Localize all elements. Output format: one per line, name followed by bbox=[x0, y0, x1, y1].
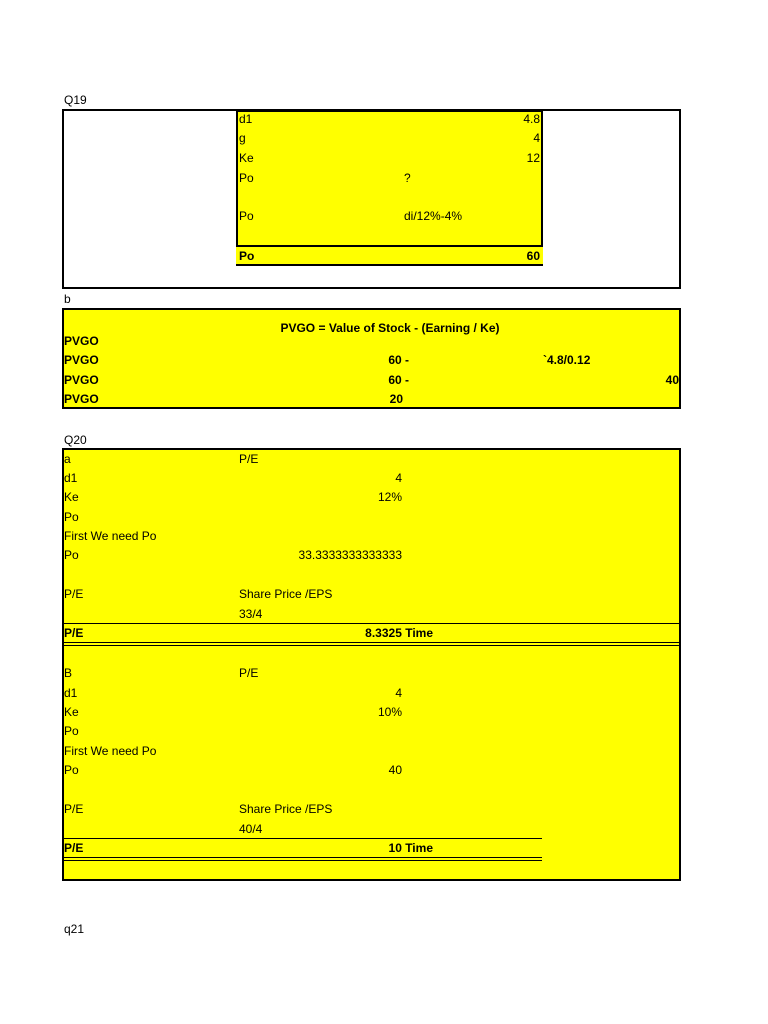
pvgo-row1-label: PVGO bbox=[64, 334, 99, 348]
q20a-ke-label: Ke bbox=[64, 490, 79, 504]
q20b-title: P/E bbox=[239, 666, 259, 680]
pvgo-row3-value: 60 - bbox=[388, 373, 409, 387]
q20a-result-double-border bbox=[63, 642, 680, 646]
q20a-need-label: First We need Po bbox=[64, 529, 157, 543]
pvgo-formula: PVGO = Value of Stock - (Earning / Ke) bbox=[280, 321, 500, 335]
q20b-po-label: Po bbox=[64, 724, 79, 738]
q19-result-value: 60 bbox=[526, 249, 540, 263]
q20b-pe-label: P/E bbox=[64, 802, 84, 816]
q20a-result-label: P/E bbox=[64, 626, 84, 640]
q20a-po2-label: Po bbox=[64, 548, 79, 562]
q20b-need-label: First We need Po bbox=[64, 744, 157, 758]
q20b-result-value: 10 Time bbox=[388, 841, 433, 855]
q20a-pe-formula: Share Price /EPS bbox=[239, 587, 333, 601]
pvgo-row3-label: PVGO bbox=[64, 373, 99, 387]
q19-ke-value: 12 bbox=[526, 151, 540, 165]
q20a-result-top-border bbox=[63, 623, 680, 624]
q20a-pe-label: P/E bbox=[64, 587, 84, 601]
q20a-po2-value: 33.3333333333333 bbox=[298, 548, 402, 562]
q19-g-value: 4 bbox=[533, 131, 540, 145]
q20b-po2-label: Po bbox=[64, 763, 79, 777]
q20a-calc: 33/4 bbox=[239, 607, 263, 621]
q19-d1-label: d1 bbox=[239, 112, 253, 126]
q19-g-label: g bbox=[239, 131, 246, 145]
q20b-result-label: P/E bbox=[64, 841, 84, 855]
q19-result-row bbox=[236, 247, 543, 266]
q19-result-label: Po bbox=[239, 249, 255, 263]
q19-d1-value: 4.8 bbox=[523, 112, 540, 126]
q20b-po2-value: 40 bbox=[388, 763, 402, 777]
q20a-po-label: Po bbox=[64, 510, 79, 524]
q20a-label: a bbox=[64, 452, 71, 466]
q20b-label: B bbox=[64, 666, 73, 680]
q20b-d1-label: d1 bbox=[64, 686, 78, 700]
q20b-ke-value: 10% bbox=[377, 705, 402, 719]
q19-heading: Q19 bbox=[64, 93, 87, 107]
q20a-d1-value: 4 bbox=[395, 471, 402, 485]
q19-ke-label: Ke bbox=[239, 151, 254, 165]
q20b-result-top-border bbox=[63, 838, 542, 839]
q20b-ke-label: Ke bbox=[64, 705, 79, 719]
q19-po-label: Po bbox=[239, 171, 254, 185]
pvgo-row4-label: PVGO bbox=[64, 392, 99, 406]
q20-heading: Q20 bbox=[64, 433, 87, 447]
q20a-result-value: 8.3325 Time bbox=[365, 626, 433, 640]
q20a-title: P/E bbox=[239, 452, 259, 466]
q20b-calc: 40/4 bbox=[239, 822, 263, 836]
q21-heading: q21 bbox=[64, 922, 85, 936]
q20a-d1-label: d1 bbox=[64, 471, 78, 485]
pvgo-row2-value: 60 - bbox=[388, 353, 409, 367]
q20b-result-double-border bbox=[63, 857, 542, 861]
pvgo-row2-earnings: `4.8/0.12 bbox=[543, 353, 591, 367]
pvgo-row3-earnings-result: 40 bbox=[665, 373, 679, 387]
q20b-d1-value: 4 bbox=[395, 686, 402, 700]
q20-block bbox=[62, 448, 681, 881]
pvgo-row4-value: 20 bbox=[389, 392, 403, 406]
q19-po-unknown: ? bbox=[404, 171, 411, 185]
b-heading: b bbox=[64, 292, 71, 306]
q20b-pe-formula: Share Price /EPS bbox=[239, 802, 333, 816]
q20a-ke-value: 12% bbox=[377, 490, 402, 504]
q19-po-formula: di/12%-4% bbox=[404, 209, 463, 223]
pvgo-row2-label: PVGO bbox=[64, 353, 99, 367]
q19-po-formula-label: Po bbox=[239, 209, 254, 223]
